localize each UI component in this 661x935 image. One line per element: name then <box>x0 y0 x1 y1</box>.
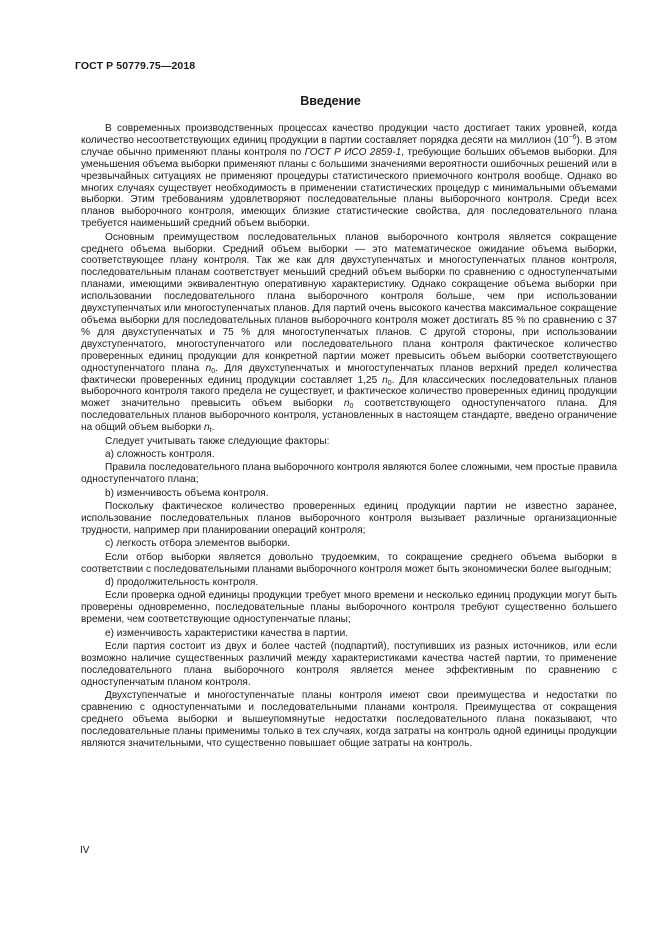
paragraph: Если проверка одной единицы продукции требует много времени и несколько единиц продукции могут быть проверены одновременно, последовательные планы выборочного контроля требуют существенно большего времени, чем соответствующие одноступенчатые планы; <box>81 590 617 626</box>
list-item: e) изменчивость характеристики качества в партии. <box>105 627 349 639</box>
text-run: соответствующего одноступенчатого плана. Для последовательных планов выборочного контроля, установленных в настоящем стандарте, введено ограничение на общий объем выборки <box>81 398 617 434</box>
variable: n <box>205 362 212 374</box>
standard-reference: ГОСТ Р ИСО 2859-1 <box>304 146 402 158</box>
variable: n <box>343 398 350 410</box>
paragraph <box>81 232 617 434</box>
document-body <box>81 123 617 750</box>
paragraph: Поскольку фактическое количество проверенных единиц продукции партии не известно заранее, использование последовательных планов выборочного контроля вызывает различные организационные трудности, например при планировании операций контроля; <box>81 501 617 536</box>
subscript: 0 <box>211 367 216 375</box>
paragraph <box>81 123 617 230</box>
variable: n <box>203 422 210 434</box>
text-run: . <box>211 422 215 434</box>
list-item: c) легкость отбора элементов выборки. <box>105 538 291 550</box>
subscript: t <box>209 427 212 435</box>
document-id: ГОСТ Р 50779.75—2018 <box>75 60 196 72</box>
subscript: 0 <box>349 403 354 411</box>
variable: n <box>382 374 388 386</box>
paragraph: Следует учитывать также следующие факторы: <box>105 435 330 447</box>
list-item: b) изменчивость объема контроля. <box>105 487 269 499</box>
paragraph: Двухступенчатые и многоступенчатые планы контроля имеют свои преимущества и недостатки по сравнению с одноступенчатыми и последовательными планами контроля. Преимущества от сокращения среднего объема выборки и вышеупомянутые недостатки последовательного плана показывают, что последовательные планы применимы только в тех случаях, когда затраты на контроль одной единицы продукции являются значительными, что существенно повышает общие затраты на контроль. <box>81 690 617 749</box>
paragraph: Если партия состоит из двух и более частей (подпартий), поступивших из разных источников, или если возможно наличие существенных различий между характеристиками качества частей партии, то применение последовательного плана выборочного контроля является менее эффективным по сравнению с одноступенчатым планом контроля. <box>81 641 617 688</box>
text-run: , требующие больших объемов выборки. Для уменьшения объема выборки применяют планы с большими значениями вероятности ошибочных решений или в чрезвычайных ситуациях не применяют процедуры статистического приемочного контроля вообще. Однако во многих случаях существует необходимость в применении статистических процедур с минимальными объемами выборки. Этим требованиям удовлетворяют последовательные планы выборочного контроля. Среди всех планов выборочного контроля, имеющих близкие статистические свойства, для последовательного плана требуется наименьший средний объем выборки. <box>81 146 617 230</box>
text-run: . Для двухступенчатых и многоступенчатых планов верхний предел количества фактически проверенных единиц продукции составляет 1,25 <box>81 362 617 386</box>
section-title: Введение <box>300 94 361 108</box>
text-run: ). В этом случае обычно применяют планы контроля по <box>81 134 617 158</box>
page-number: IV <box>80 845 90 856</box>
list-item: d) продолжительность контроля. <box>105 577 259 589</box>
text-run: Основным преимуществом последовательных планов выборочного контроля является сокращение среднего объема выборки. Средний объем выборки — это математическое ожидание объема выборки, соответствующее плану контроля. Так же как для двухступенчатых и многоступенчатых планов контроля, последовательным планам соответствует меньший средний объем выборки по сравнению с одноступенчатыми планами, имеющими эквивалентную оперативную характеристику. Однако сокращение объема выборки при использовании последовательного плана выборочного контроля больше, чем при использовании двухступенчатых или многоступенчатых планов. Для партий очень высокого качества максимальное сокращение объема выборки для последовательных планов выборочного контроля может достигать 85 % по сравнению с 37 % для двухступенчатых и 75 % для многоступенчатых планов. С другой стороны, при использовании двухступенчатого, многоступенчатого или последовательного плана контроля фактическое количество проверенных единиц продукции для конкретной партии может превысить объем выборки соответствующего одноступенчатого плана <box>81 231 617 374</box>
paragraph: Если отбор выборки является довольно трудоемким, то сокращение среднего объема выборки в соответствии с последовательными планами выборочного контроля может быть экономически более выгодным; <box>81 551 617 575</box>
exponent: −6 <box>568 133 577 141</box>
paragraph: Правила последовательного плана выборочного контроля являются более сложными, чем простые правила одноступенчатого плана; <box>81 462 617 486</box>
text-run: . Для классических последовательных планов выборочного контроля такого предела не существует, и фактическое количество проверенных единиц продукции может значительно превысить объем выборки <box>81 374 617 410</box>
subscript: 0 <box>387 379 392 387</box>
text-run: В современных производственных процессах качество продукции часто достигает таких уровней, когда количество несоответствующих единиц продукции в партии составляет порядка десяти на миллион (10 <box>81 123 617 146</box>
list-item: a) сложность контроля. <box>105 448 215 460</box>
